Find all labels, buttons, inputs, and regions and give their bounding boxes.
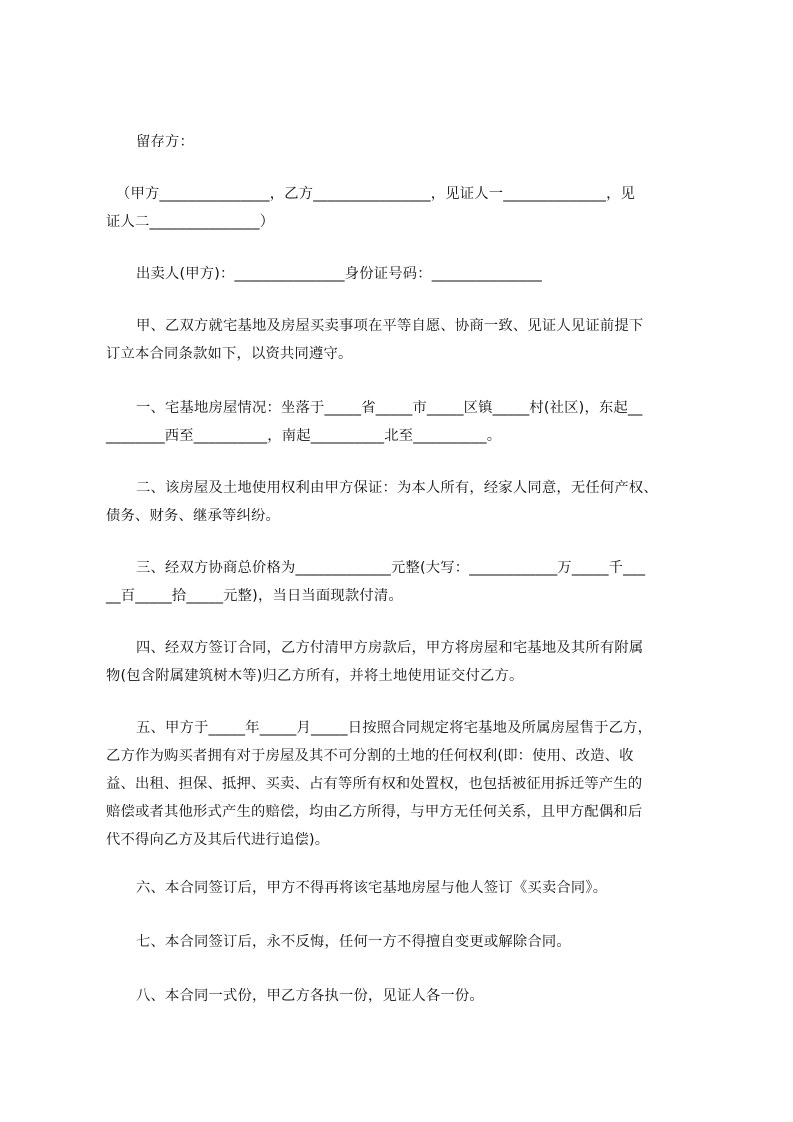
clause-2-line-2: 债务、财务、继承等纠纷。 — [106, 508, 280, 524]
clause-3-line-1: 三、经双方协商总价格为_____________元整(大写：____________万_____千___ — [136, 560, 646, 576]
clause-3-line-2: __百_____拾_____元整)，当日当面现款付清。 — [106, 588, 403, 604]
clause-5-line-1: 五、甲方于_____年_____月_____日按照合同规定将宅基地及所属房屋售于乙方， — [136, 720, 653, 736]
clause-5-line-4: 赔偿或者其他形式产生的赔偿，均由乙方所得，与甲方无任何关系，且甲方配偶和后 — [106, 804, 643, 820]
retain-label: 留存方： — [136, 134, 194, 150]
parties-line-2: 证人二_______________） — [106, 214, 275, 230]
clause-8-line-1: 八、本合同一式份，甲乙方各执一份，见证人各一份。 — [136, 988, 484, 1004]
clause-4-line-1: 四、经双方签订合同，乙方付清甲方房款后，甲方将房屋和宅基地及其所有附属 — [136, 640, 644, 656]
clause-1-line-1: 一、宅基地房屋情况：坐落于_____省_____市_____区镇_____村(社区)，东起__ — [136, 400, 643, 416]
clause-7-line-1: 七、本合同签订后，永不反悔，任何一方不得擅自变更或解除合同。 — [136, 934, 571, 950]
preamble-line-2: 订立本合同条款如下，以资共同遵守。 — [106, 346, 353, 362]
preamble-line-1: 甲、乙双方就宅基地及房屋买卖事项在平等自愿、协商一致、见证人见证前提下 — [136, 318, 644, 334]
clause-5-line-2: 乙方作为购买者拥有对于房屋及其不可分割的土地的任何权利(即：使用、改造、收 — [106, 748, 634, 764]
clause-5-line-3: 益、出租、担保、抵押、买卖、占有等所有权和处置权，也包括被征用拆迁等产生的 — [106, 776, 643, 792]
clause-5-line-5: 代不得向乙方及其后代进行追偿)。 — [106, 832, 330, 848]
clause-2-line-1: 二、该房屋及土地使用权利由甲方保证：为本人所有，经家人同意，无任何产权、 — [136, 480, 658, 496]
clause-4-line-2: 物(包含附属建筑树木等)归乙方所有，并将土地使用证交付乙方。 — [106, 668, 524, 684]
parties-line-1: （甲方_______________，乙方________________，见证人一______________，见 — [116, 186, 636, 202]
clause-1-line-2: ________西至__________，南起__________北至__________。 — [106, 428, 502, 444]
clause-6-line-1: 六、本合同签订后，甲方不得再将该宅基地房屋与他人签订《买卖合同》。 — [136, 880, 608, 896]
seller-id-line: 出卖人(甲方)：_______________身份证号码：_______________ — [136, 266, 542, 282]
